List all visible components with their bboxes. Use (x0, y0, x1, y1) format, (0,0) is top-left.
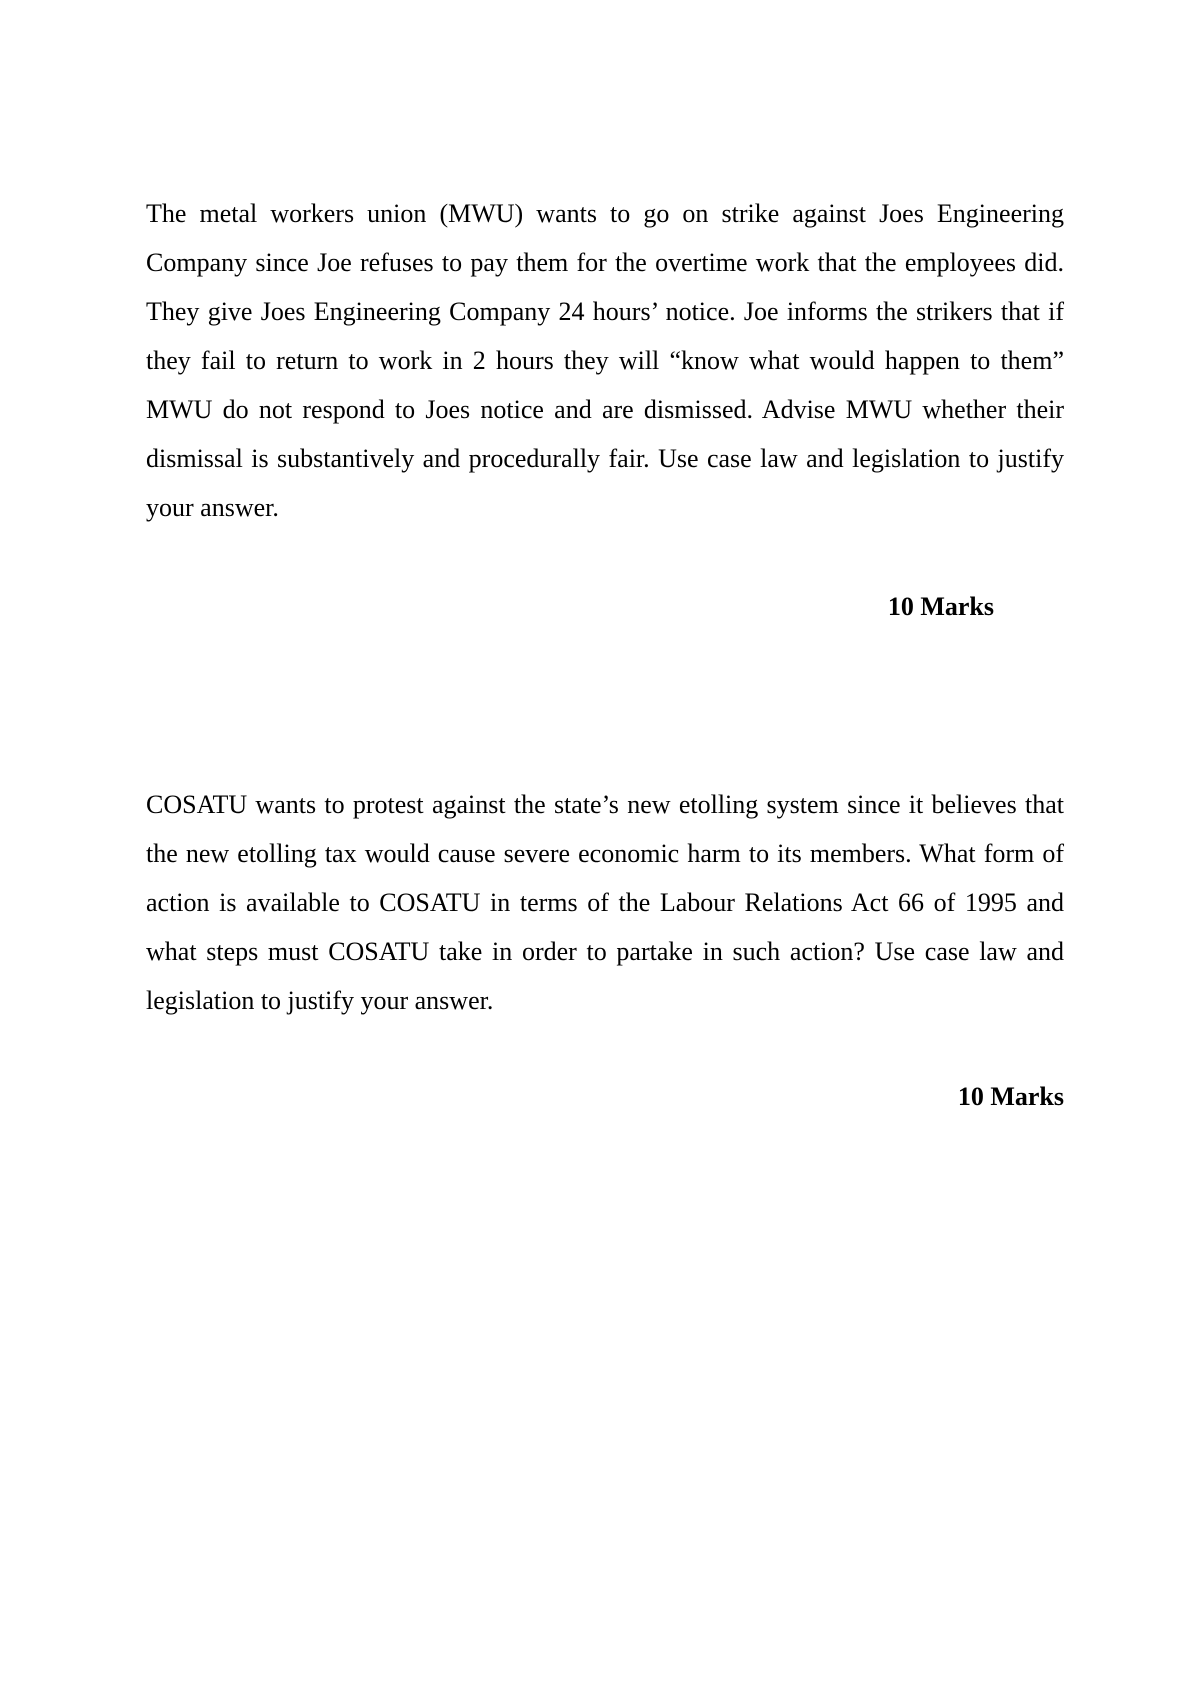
question-2-text: COSATU wants to protest against the state’s new etolling system since it believes that the new etolling tax would cause severe economic harm to its members. What form of action is available to COSATU in terms of the Labour Relations Act 66 of 1995 and what steps must COSATU take in order to partake in such action? Use case law and legislation to justify your answer. (146, 790, 1064, 1015)
question-1-marks: 10 Marks (887, 592, 994, 621)
question-2-marks: 10 Marks (957, 1082, 1064, 1111)
question-1-text: The metal workers union (MWU) wants to go on strike against Joes Engineering Company since Joe refuses to pay them for the overtime work that the employees did. They give Joes Engineering Company 24 hours’ notice. Joe informs the strikers that if they fail to return to work in 2 hours they will “know what would happen to them” MWU do not respond to Joes notice and are dismissed. Advise MWU whether their dismissal is substantively and procedurally fair. Use case law and legislation to justify your answer. (146, 199, 1064, 522)
